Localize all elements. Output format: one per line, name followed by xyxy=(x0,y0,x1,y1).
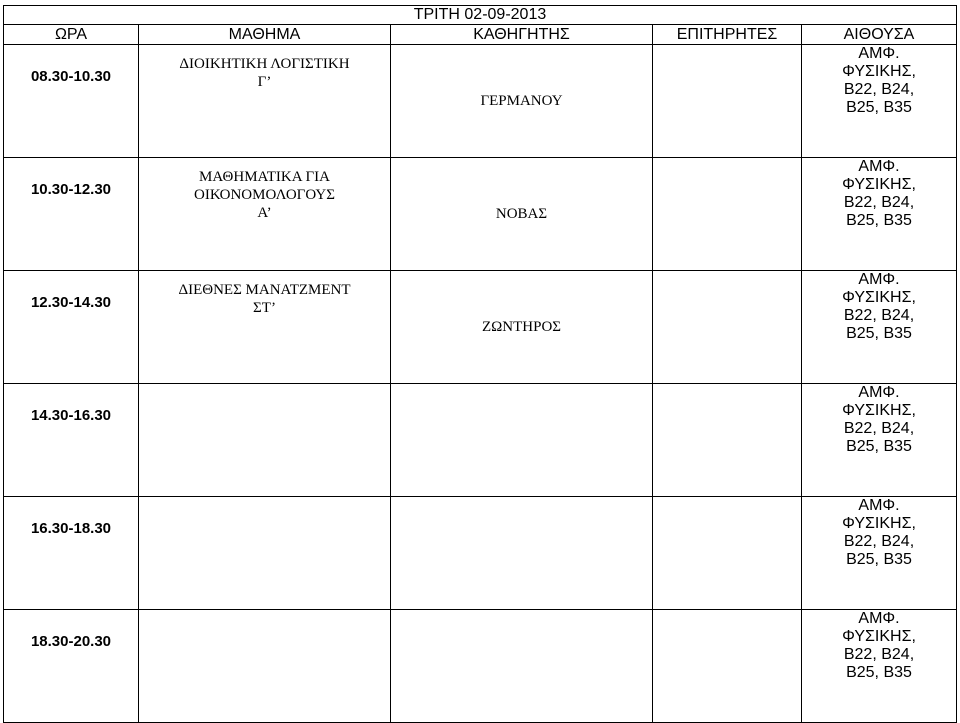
course-name-line: ΟΙΚΟΝΟΜΟΛΟΓΟΥΣ xyxy=(194,187,335,203)
schedule-body xyxy=(4,45,957,723)
time-slot: 16.30-18.30 xyxy=(4,497,139,610)
room xyxy=(802,610,957,723)
course-name-line: ΔΙΟΙΚΗΤΙΚΗ ΛΟΓΙΣΤΙΚΗ xyxy=(179,56,350,72)
header-row xyxy=(4,25,957,45)
time-slot: 14.30-16.30 xyxy=(4,384,139,497)
course-name xyxy=(139,384,391,497)
time-slot: 08.30-10.30 xyxy=(4,45,139,158)
room-line: ΑΜΦ. xyxy=(858,271,900,288)
room xyxy=(802,45,957,158)
room-line: ΑΜΦ. xyxy=(858,610,900,627)
header-course: ΜΑΘΗΜΑ xyxy=(139,25,391,45)
schedule-date-title: ΤΡΙΤΗ 02-09-2013 xyxy=(4,6,957,25)
header-professor: ΚΑΘΗΓΗΤΗΣ xyxy=(391,25,653,45)
course-name xyxy=(139,158,391,271)
professor-name: ΝΟΒΑΣ xyxy=(391,158,653,271)
room-line: ΦΥΣΙΚΗΣ, xyxy=(842,63,916,80)
table-row xyxy=(4,158,957,271)
room-line: ΑΜΦ. xyxy=(858,497,900,514)
room-line: Β25, Β35 xyxy=(846,99,912,116)
course-name xyxy=(139,497,391,610)
room-line: ΑΜΦ. xyxy=(858,158,900,175)
table-row xyxy=(4,45,957,158)
course-name xyxy=(139,271,391,384)
room-line: Β22, Β24, xyxy=(843,307,915,324)
room-line: ΑΜΦ. xyxy=(858,384,900,401)
room-line: Β22, Β24, xyxy=(843,646,915,663)
course-name xyxy=(139,45,391,158)
room-line: Β22, Β24, xyxy=(843,420,915,437)
professor-name xyxy=(391,497,653,610)
room-line: ΑΜΦ. xyxy=(858,45,900,62)
table-row xyxy=(4,610,957,723)
table-row xyxy=(4,271,957,384)
room-line: ΦΥΣΙΚΗΣ, xyxy=(842,515,916,532)
time-slot: 10.30-12.30 xyxy=(4,158,139,271)
room-line: ΦΥΣΙΚΗΣ, xyxy=(842,402,916,419)
professor-name xyxy=(391,384,653,497)
room-line: Β25, Β35 xyxy=(846,664,912,681)
supervisors xyxy=(653,384,802,497)
supervisors xyxy=(653,271,802,384)
room-line: Β22, Β24, xyxy=(843,194,915,211)
table-row xyxy=(4,497,957,610)
room-line: Β25, Β35 xyxy=(846,438,912,455)
header-time: ΩΡΑ xyxy=(4,25,139,45)
header-room: ΑΙΘΟΥΣΑ xyxy=(802,25,957,45)
course-name-line: ΜΑΘΗΜΑΤΙΚΑ ΓΙΑ xyxy=(199,169,330,185)
table-row xyxy=(4,384,957,497)
room-line: Β22, Β24, xyxy=(843,533,915,550)
supervisors xyxy=(653,158,802,271)
course-name-line: ΔΙΕΘΝΕΣ ΜΑΝΑΤΖΜΕΝΤ xyxy=(178,282,351,298)
course-name-line: Γ’ xyxy=(257,74,272,90)
exam-schedule-table xyxy=(3,5,957,723)
course-name-line: Α’ xyxy=(257,205,272,221)
room xyxy=(802,158,957,271)
course-name xyxy=(139,610,391,723)
professor-name xyxy=(391,610,653,723)
room-line: ΦΥΣΙΚΗΣ, xyxy=(842,176,916,193)
supervisors xyxy=(653,45,802,158)
room-line: Β22, Β24, xyxy=(843,81,915,98)
room-line: Β25, Β35 xyxy=(846,325,912,342)
professor-name: ΓΕΡΜΑΝΟΥ xyxy=(391,45,653,158)
course-name-line: ΣΤ’ xyxy=(253,300,276,316)
header-supervisors: ΕΠΙΤΗΡΗΤΕΣ xyxy=(653,25,802,45)
time-slot: 12.30-14.30 xyxy=(4,271,139,384)
room xyxy=(802,497,957,610)
title-row xyxy=(4,6,957,25)
supervisors xyxy=(653,610,802,723)
time-slot: 18.30-20.30 xyxy=(4,610,139,723)
room-line: ΦΥΣΙΚΗΣ, xyxy=(842,628,916,645)
professor-name: ΖΩΝΤΗΡΟΣ xyxy=(391,271,653,384)
room xyxy=(802,271,957,384)
room-line: Β25, Β35 xyxy=(846,212,912,229)
room-line: ΦΥΣΙΚΗΣ, xyxy=(842,289,916,306)
room-line: Β25, Β35 xyxy=(846,551,912,568)
room xyxy=(802,384,957,497)
supervisors xyxy=(653,497,802,610)
